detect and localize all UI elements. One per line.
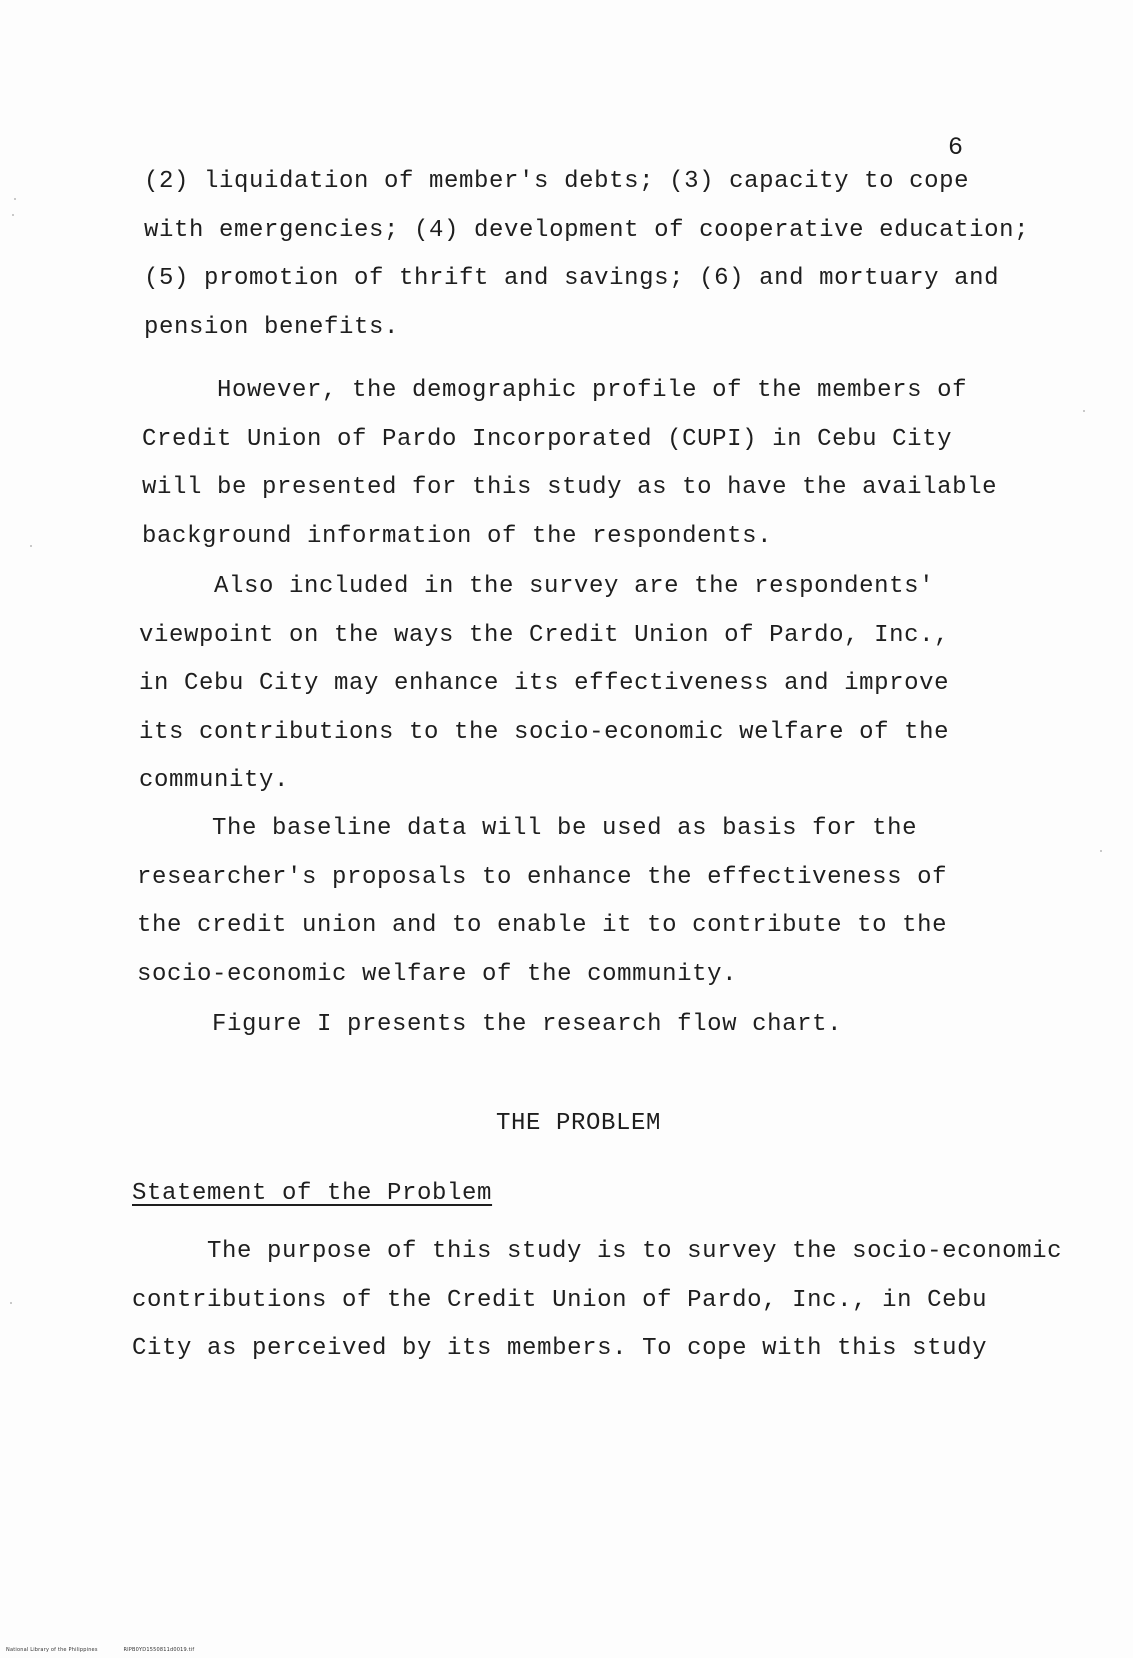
footer-file-id: RIPB0YD1550811d0019.tif	[123, 1647, 195, 1653]
text-line: in Cebu City may enhance its effectiveness and improve	[139, 670, 950, 698]
scan-speck	[1083, 410, 1085, 412]
text-line: City as perceived by its members. To cope with this study	[132, 1335, 988, 1363]
text-line: Credit Union of Pardo Incorporated (CUPI) in Cebu City	[142, 425, 953, 453]
paragraph-baseline-data	[137, 805, 947, 999]
scan-speck	[30, 545, 32, 547]
text-line: its contributions to the socio-economic welfare of the	[139, 718, 950, 746]
paragraph-respondents-viewpoint	[139, 563, 949, 806]
scan-speck	[10, 1302, 12, 1304]
text-line: However, the demographic profile of the members of	[217, 377, 968, 404]
text-line: The baseline data will be used as basis for the	[212, 815, 918, 842]
text-line: background information of the respondents.	[142, 522, 773, 550]
page-number: 6	[948, 133, 964, 162]
paragraph-demographic-profile	[142, 367, 997, 561]
text-line: socio-economic welfare of the community.	[137, 960, 738, 988]
text-line: Figure I presents the research flow chart.	[212, 1011, 843, 1038]
text-line: the credit union and to enable it to contribute to the	[137, 912, 948, 940]
paragraph-benefits-continuation	[144, 158, 1029, 352]
text-line: The purpose of this study is to survey the socio-economic	[207, 1238, 1063, 1265]
scan-speck	[14, 198, 16, 200]
scan-footer	[6, 1647, 194, 1653]
section-heading: THE PROBLEM	[496, 1110, 662, 1137]
text-line: contributions of the Credit Union of Pardo, Inc., in Cebu	[132, 1286, 988, 1314]
text-line: with emergencies; (4) development of cooperative education;	[144, 216, 1030, 244]
subsection-heading: Statement of the Problem	[132, 1180, 493, 1207]
paragraph-figure-reference	[137, 1001, 842, 1050]
paragraph-study-purpose	[132, 1228, 1062, 1374]
text-line: researcher's proposals to enhance the effectiveness of	[137, 863, 948, 891]
scan-speck	[12, 214, 14, 216]
scan-speck	[1100, 850, 1102, 852]
text-line: (2) liquidation of member's debts; (3) capacity to cope	[144, 168, 970, 195]
text-line: community.	[139, 767, 290, 795]
text-line: Also included in the survey are the respondents'	[214, 573, 935, 600]
text-line: will be presented for this study as to have the available	[142, 474, 998, 502]
text-line: (5) promotion of thrift and savings; (6) and mortuary and	[144, 265, 1000, 293]
text-line: viewpoint on the ways the Credit Union of Pardo, Inc.,	[139, 621, 950, 649]
footer-library-name: National Library of the Philippines	[6, 1647, 98, 1653]
text-line: pension benefits.	[144, 313, 400, 341]
